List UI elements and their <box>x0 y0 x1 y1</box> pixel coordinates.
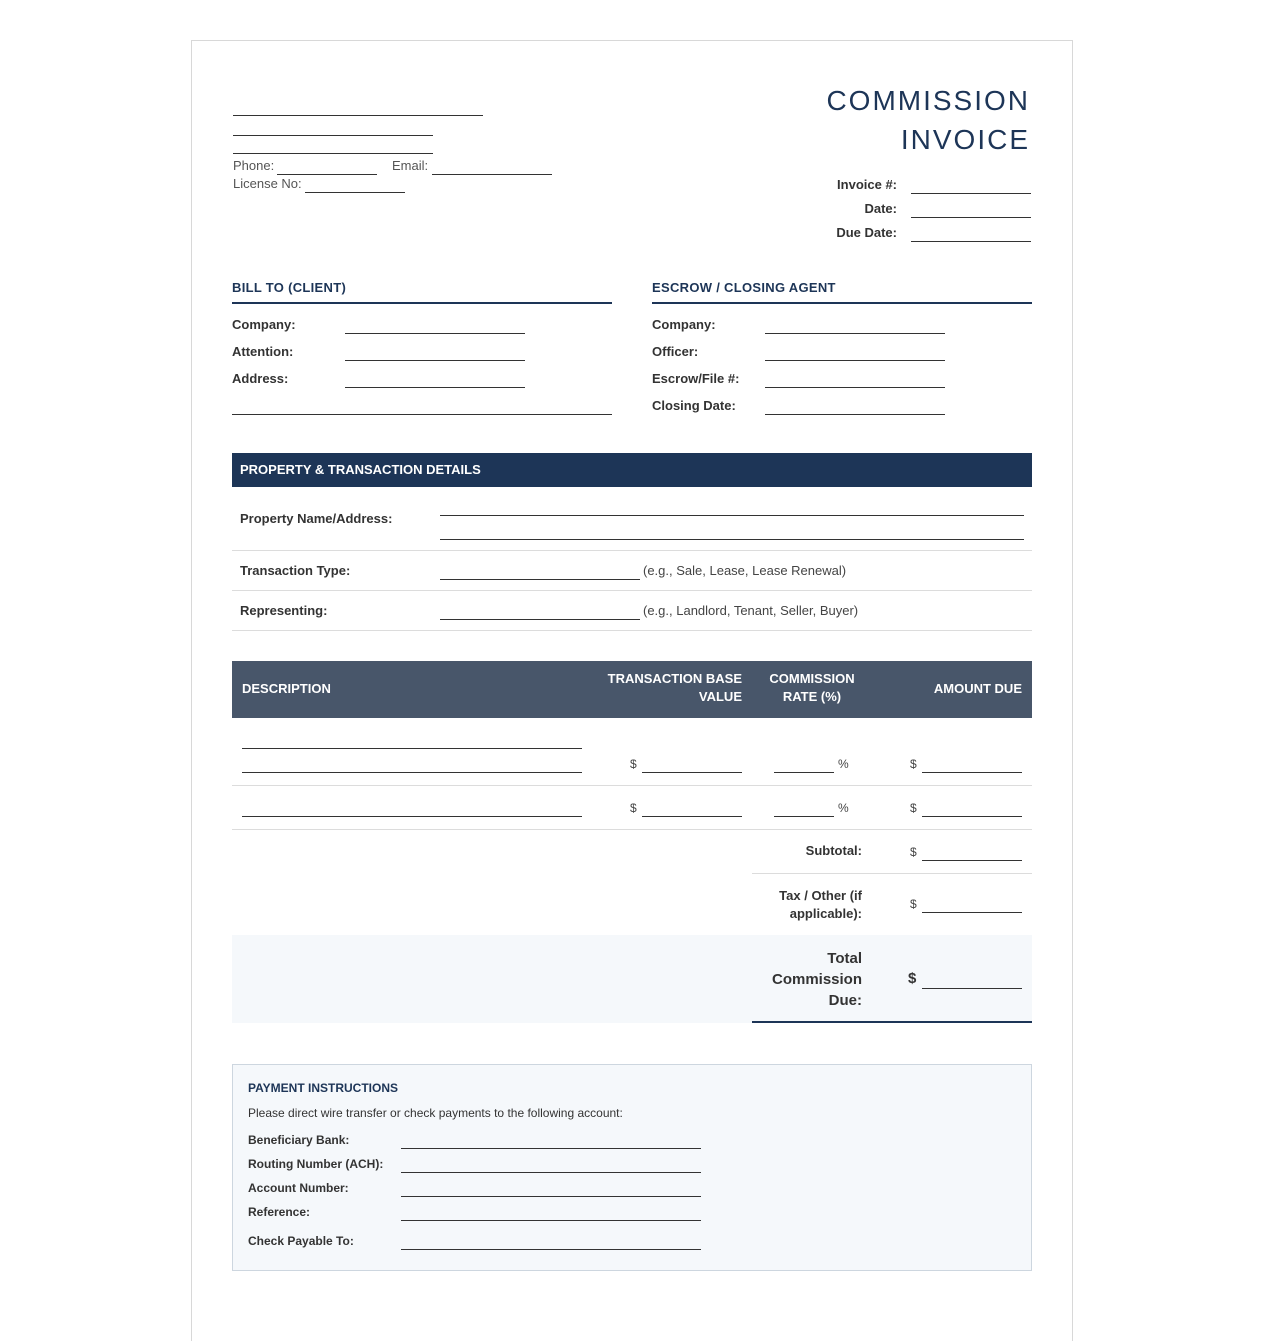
escrow-rule <box>652 302 1032 304</box>
escrow-heading: ESCROW / CLOSING AGENT <box>652 280 836 295</box>
escrow-file-field[interactable] <box>765 387 945 388</box>
row1-percent: % <box>838 757 849 771</box>
bill-to-heading: BILL TO (CLIENT) <box>232 280 347 295</box>
phone-label: Phone: <box>233 158 275 173</box>
col-rate-line1: COMMISSION <box>769 671 855 686</box>
subtotal-label: Subtotal: <box>805 843 862 858</box>
representing-label: Representing: <box>240 603 328 618</box>
row2-amount-field[interactable] <box>922 816 1022 817</box>
tax-label-line2: applicable): <box>789 906 862 921</box>
bill-company-label: Company: <box>232 317 296 332</box>
transaction-type-field[interactable] <box>440 579 640 580</box>
account-number-label: Account Number: <box>248 1181 349 1195</box>
invoice-date-label: Date: <box>864 201 897 216</box>
representing-hint: (e.g., Landlord, Tenant, Seller, Buyer) <box>643 603 859 618</box>
bill-address-line2-field[interactable] <box>232 414 612 415</box>
row2-rate-field[interactable] <box>774 816 834 817</box>
line-items-header <box>232 661 1032 718</box>
subtotal-field[interactable] <box>922 860 1022 861</box>
property-separator <box>232 630 1032 631</box>
representing-field[interactable] <box>440 619 640 620</box>
payment-intro: Please direct wire transfer or check payments to the following account: <box>248 1106 623 1120</box>
due-date-label: Due Date: <box>836 225 897 240</box>
property-name-field[interactable] <box>440 515 1024 516</box>
row2-base-value-field[interactable] <box>642 816 742 817</box>
col-description: DESCRIPTION <box>242 681 331 696</box>
property-separator <box>232 550 1032 551</box>
total-label-line3: Due: <box>828 992 862 1009</box>
total-label-line2: Commission <box>771 971 862 988</box>
subtotal-separator <box>752 873 1032 874</box>
escrow-officer-label: Officer: <box>652 344 699 359</box>
bill-address-field[interactable] <box>345 387 525 388</box>
row2-description-field[interactable] <box>242 816 582 817</box>
tax-label-line1: Tax / Other (if <box>779 888 862 903</box>
invoice-title-line1: COMMISSION <box>826 85 1030 116</box>
email-label: Email: <box>392 158 429 173</box>
row-separator <box>232 785 1032 786</box>
payment-heading: PAYMENT INSTRUCTIONS <box>248 1081 399 1095</box>
invoice-number-label: Invoice #: <box>837 177 897 192</box>
invoice-page <box>191 40 1073 1341</box>
bill-attention-label: Attention: <box>232 344 294 359</box>
closing-date-label: Closing Date: <box>652 398 736 413</box>
total-commission-field[interactable] <box>922 988 1022 989</box>
property-name-line2-field[interactable] <box>440 539 1024 540</box>
row1-base-value-field[interactable] <box>642 772 742 773</box>
property-heading: PROPERTY & TRANSACTION DETAILS <box>240 462 481 477</box>
routing-number-field[interactable] <box>401 1172 701 1173</box>
email-field[interactable] <box>432 174 552 175</box>
check-payable-label: Check Payable To: <box>248 1234 354 1248</box>
transaction-type-hint: (e.g., Sale, Lease, Lease Renewal) <box>643 563 847 578</box>
bill-company-field[interactable] <box>345 333 525 334</box>
property-separator <box>232 590 1032 591</box>
total-label-line1: Total <box>827 950 862 967</box>
row1-amount-field[interactable] <box>922 772 1022 773</box>
sender-name-field[interactable] <box>233 115 483 116</box>
col-amount-due: AMOUNT DUE <box>933 681 1022 696</box>
invoice-title-line2: INVOICE <box>900 124 1030 155</box>
routing-number-label: Routing Number (ACH): <box>248 1157 384 1171</box>
tax-label <box>779 887 862 923</box>
check-payable-field[interactable] <box>401 1249 701 1250</box>
transaction-type-label: Transaction Type: <box>240 563 351 578</box>
closing-date-field[interactable] <box>765 414 945 415</box>
escrow-company-label: Company: <box>652 317 716 332</box>
tax-field[interactable] <box>922 912 1022 913</box>
col-base-value-line1: TRANSACTION BASE <box>607 671 742 686</box>
row1-base-currency: $ <box>630 757 637 771</box>
escrow-company-field[interactable] <box>765 333 945 334</box>
bill-to-rule <box>232 302 612 304</box>
row2-amount-currency: $ <box>910 801 917 815</box>
reference-label: Reference: <box>248 1205 311 1219</box>
beneficiary-bank-label: Beneficiary Bank: <box>248 1133 350 1147</box>
invoice-number-field[interactable] <box>911 193 1031 194</box>
sender-address-field[interactable] <box>233 135 433 136</box>
reference-field[interactable] <box>401 1220 701 1221</box>
tax-currency: $ <box>910 897 917 911</box>
col-base-value <box>608 670 742 706</box>
bill-address-label: Address: <box>232 371 289 386</box>
row1-description-field[interactable] <box>242 748 582 749</box>
due-date-field[interactable] <box>911 241 1031 242</box>
row2-percent: % <box>838 801 849 815</box>
col-rate-line2: RATE (%) <box>782 689 842 704</box>
escrow-officer-field[interactable] <box>765 360 945 361</box>
row1-description-line2-field[interactable] <box>242 772 582 773</box>
license-field[interactable] <box>305 192 405 193</box>
invoice-date-field[interactable] <box>911 217 1031 218</box>
sender-city-field[interactable] <box>233 153 433 154</box>
license-label: License No: <box>233 176 302 191</box>
row1-amount-currency: $ <box>910 757 917 771</box>
total-currency: $ <box>908 970 917 987</box>
total-commission-label <box>772 948 862 1011</box>
row2-base-currency: $ <box>630 801 637 815</box>
payment-instructions-panel <box>232 1064 1032 1271</box>
bill-attention-field[interactable] <box>345 360 525 361</box>
row1-rate-field[interactable] <box>774 772 834 773</box>
col-base-value-line2: VALUE <box>698 689 742 704</box>
row-separator <box>232 829 1032 830</box>
account-number-field[interactable] <box>401 1196 701 1197</box>
phone-field[interactable] <box>277 174 377 175</box>
total-rule <box>752 1021 1032 1023</box>
escrow-file-label: Escrow/File #: <box>652 371 740 386</box>
subtotal-currency: $ <box>910 845 917 859</box>
property-name-label: Property Name/Address: <box>240 511 393 526</box>
beneficiary-bank-field[interactable] <box>401 1148 701 1149</box>
col-commission-rate <box>769 670 855 706</box>
property-section-band <box>232 453 1032 487</box>
